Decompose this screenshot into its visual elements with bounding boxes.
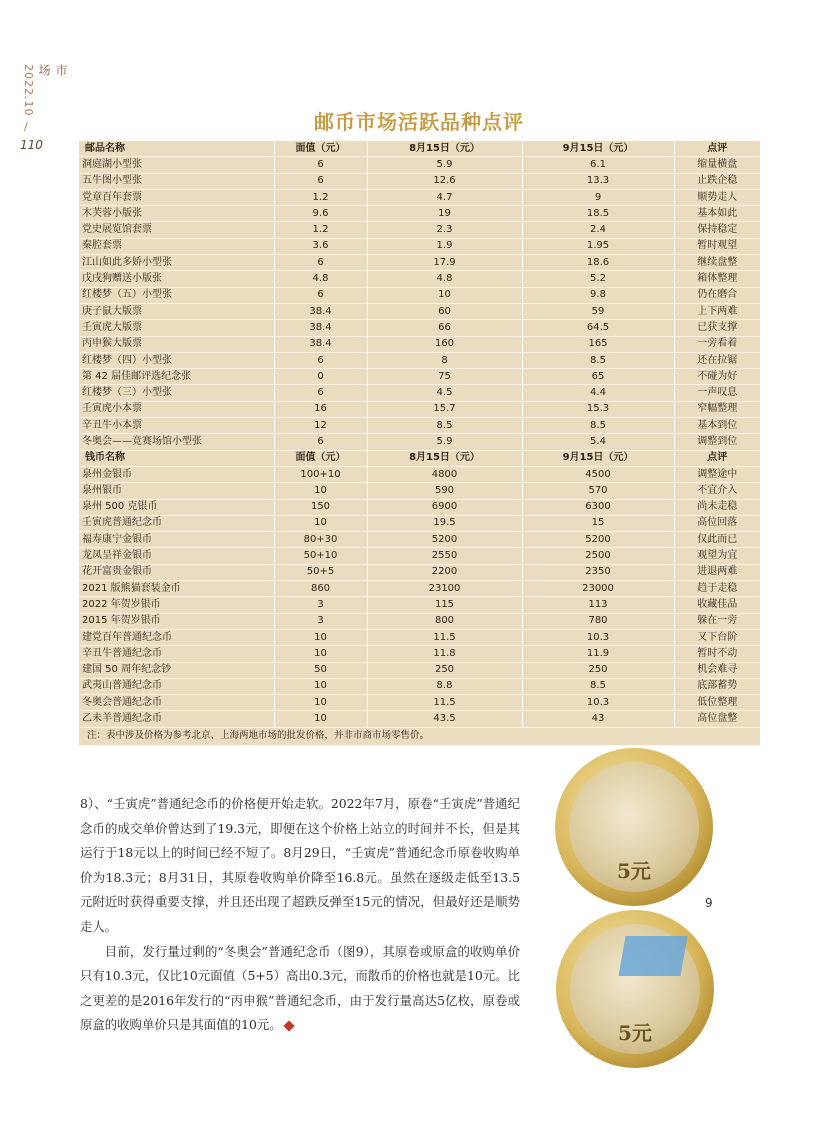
table-cell: 80+30 [274,532,367,548]
table-cell: 100+10 [274,466,367,482]
table-cell: 8.8 [367,678,522,694]
table-cell: 570 [522,483,674,499]
table-cell: 高位盘整 [674,711,760,727]
page-title: 邮币市场活跃品种点评 [314,110,524,134]
table-cell: 继续盘整 [674,255,760,271]
coin-image-bottom [556,910,714,1068]
table-cell: 8.5 [367,418,522,434]
table-cell: 50+5 [274,564,367,580]
paragraph-1: 8）、“壬寅虎”普通纪念币的价格便开始走软。2022年7月，原卷“壬寅虎”普通纪念币的成交单价曾达到了19.3元，即便在这个价格上站立的时间并不长，但是其运行于18元以上的时间已经不短了。8月29日，“壬寅虎”普通纪念币原卷收购单价为18.3元；8月31日，其原卷收购单价降至16.8元。虽然在逐级走低至13.5元附近时获得重要支撑，并且还出现了超跌反弹至15元的情况，但最好还是顺势走人。 [80,796,520,934]
table-cell: 戊戌狗赠送小版张 [79,271,274,287]
table-cell: 趋于走稳 [674,581,760,597]
table-cell: 福寿康宁金银币 [79,532,274,548]
table-cell: 冬奥会普通纪念币 [79,695,274,711]
table-cell: 13.3 [522,173,674,189]
table-cell: 党章百年套票 [79,189,274,205]
table-cell: 1.2 [274,222,367,238]
table-cell: 建国 50 周年纪念钞 [79,662,274,678]
table-cell: 4.4 [522,385,674,401]
table-cell: 5.9 [367,157,522,173]
table-cell: 调整到位 [674,434,760,450]
table-cell: 2550 [367,548,522,564]
table-cell: 箱体整理 [674,271,760,287]
table-cell: 不碰为好 [674,369,760,385]
table-cell: 点评 [674,450,760,466]
table-cell: 基本如此 [674,206,760,222]
table-cell: 250 [522,662,674,678]
table-cell: 钱币名称 [79,450,274,466]
table-cell: 尚未走稳 [674,499,760,515]
table-cell: 面值（元） [274,450,367,466]
table-row [79,369,760,385]
table-cell: 10 [274,629,367,645]
table-cell: 洞庭湖小型张 [79,157,274,173]
table-row [79,255,760,271]
table-cell: 缩量横盘 [674,157,760,173]
table-cell: 18.6 [522,255,674,271]
table-cell: 乙未羊普通纪念币 [79,711,274,727]
table-cell: 860 [274,581,367,597]
table-cell: 丙申猴大版票 [79,336,274,352]
table-note: 注：表中涉及价格为参考北京、上海两地市场的批发价格，并非市商市场零售价。 [79,727,760,745]
table-cell: 5200 [522,532,674,548]
table-cell: 6 [274,173,367,189]
table-cell: 6 [274,255,367,271]
table-cell: 红楼梦（五）小型张 [79,287,274,303]
table-cell: 43.5 [367,711,522,727]
table-cell: 6 [274,385,367,401]
table-row [79,581,760,597]
table-cell: 江山如此多娇小型张 [79,255,274,271]
issue-date: 2022.10 [22,64,35,117]
stamps-header-row [79,141,760,157]
table-cell: 第 42 届佳邮评选纪念张 [79,369,274,385]
table-cell: 113 [522,597,674,613]
table-cell: 上下两难 [674,303,760,319]
table-cell: 15 [522,515,674,531]
table-cell: 泉州金银币 [79,466,274,482]
table-cell: 66 [367,320,522,336]
table-cell: 1.95 [522,238,674,254]
table-cell: 1.9 [367,238,522,254]
table-row [79,597,760,613]
table-cell: 64.5 [522,320,674,336]
table-cell: 23000 [522,581,674,597]
table-row [79,515,760,531]
table-row [79,711,760,727]
table-cell: 一旁看着 [674,336,760,352]
table-cell: 冬奥会——竞赛场馆小型张 [79,434,274,450]
table-cell: 2200 [367,564,522,580]
table-cell: 2015 年贺岁银币 [79,613,274,629]
table-cell: 0 [274,369,367,385]
table-cell: 19 [367,206,522,222]
table-cell: 面值（元） [274,141,367,157]
table-cell: 邮品名称 [79,141,274,157]
coin-image-top [555,748,713,906]
table-cell: 党史展览馆套票 [79,222,274,238]
table-cell: 6900 [367,499,522,515]
paragraph-2-text: 目前，发行量过剩的“冬奥会”普通纪念币（图9），其原卷或原盒的收购单价只有10.3元，仅比10元面值（5+5）高出0.3元，而散币的价格也就是10元。比之更差的是2016年发行的“丙申猴”普通纪念币，由于发行量高达5亿枚，原卷或原盒的收购单价只是其面值的10元。 [80,943,520,1033]
table-row [79,336,760,352]
table-cell: 8.5 [522,678,674,694]
table-cell: 65 [522,369,674,385]
table-note-row [79,727,760,745]
table-row [79,466,760,482]
table-cell: 8 [367,352,522,368]
table-cell: 止跌企稳 [674,173,760,189]
table-cell: 低位整理 [674,695,760,711]
table-cell: 机会难寻 [674,662,760,678]
table-row [79,157,760,173]
table-cell: 6 [274,157,367,173]
table-cell: 10 [274,646,367,662]
table-cell: 165 [522,336,674,352]
page-number: 110 [20,138,43,152]
table-cell: 590 [367,483,522,499]
table-cell: 5.9 [367,434,522,450]
table-cell: 红楼梦（三）小型张 [79,385,274,401]
table-row [79,222,760,238]
table-cell: 11.5 [367,695,522,711]
table-row [79,173,760,189]
table-cell: 2350 [522,564,674,580]
table-row [79,548,760,564]
table-cell: 泉州 500 克银币 [79,499,274,515]
table-cell: 辛丑牛普通纪念币 [79,646,274,662]
table-cell: 10 [274,711,367,727]
table-row [79,352,760,368]
table-cell: 进退两难 [674,564,760,580]
table-cell: 壬寅虎普通纪念币 [79,515,274,531]
table-cell: 躲在一旁 [674,613,760,629]
table-row [79,189,760,205]
table-row [79,662,760,678]
table-cell: 观望为宜 [674,548,760,564]
table-cell: 38.4 [274,303,367,319]
table-cell: 11.5 [367,629,522,645]
table-cell: 9月15日（元） [522,141,674,157]
table-cell: 五牛图小型张 [79,173,274,189]
table-cell: 还在拉锯 [674,352,760,368]
table-cell: 高位回落 [674,515,760,531]
table-cell: 10 [367,287,522,303]
table-cell: 38.4 [274,336,367,352]
table-cell: 3 [274,613,367,629]
table-cell: 10 [274,678,367,694]
table-cell: 壬寅虎大版票 [79,320,274,336]
table-cell: 4.5 [367,385,522,401]
market-table [79,141,760,746]
table-cell: 6 [274,287,367,303]
table-row [79,206,760,222]
table-cell: 4.7 [367,189,522,205]
table-row [79,564,760,580]
table-cell: 12 [274,418,367,434]
table-cell: 4500 [522,466,674,482]
end-mark-icon [283,1020,294,1031]
table-cell: 8.5 [522,418,674,434]
table-cell: 红楼梦（四）小型张 [79,352,274,368]
table-cell: 4800 [367,466,522,482]
table-cell: 23100 [367,581,522,597]
table-cell: 3 [274,597,367,613]
table-cell: 底部蓄势 [674,678,760,694]
table-cell: 800 [367,613,522,629]
table-cell: 2500 [522,548,674,564]
table-cell: 6 [274,352,367,368]
section-label: 市场 [37,64,68,78]
table-cell: 50+10 [274,548,367,564]
figure-label: 9 [705,896,713,910]
table-row [79,483,760,499]
table-row [79,401,760,417]
coin-value: 5元 [617,859,651,883]
table-cell: 6300 [522,499,674,515]
table-cell: 又下台阶 [674,629,760,645]
table-cell: 75 [367,369,522,385]
table-cell: 暂时观望 [674,238,760,254]
table-cell: 仅此而已 [674,532,760,548]
table-cell: 一声叹息 [674,385,760,401]
table-cell: 建党百年普通纪念币 [79,629,274,645]
table-cell: 顺势走人 [674,189,760,205]
table-cell: 5.4 [522,434,674,450]
table-row [79,646,760,662]
table-cell: 武夷山普通纪念币 [79,678,274,694]
table-cell: 6.1 [522,157,674,173]
table-cell: 10 [274,695,367,711]
table-cell: 160 [367,336,522,352]
table-cell: 辛丑牛小本票 [79,418,274,434]
table-cell: 1.2 [274,189,367,205]
table-cell: 2021 版熊猫套装金币 [79,581,274,597]
coin-color-panel [618,936,687,976]
table-cell: 花开富贵金银币 [79,564,274,580]
table-row [79,629,760,645]
table-row [79,695,760,711]
table-cell: 15.3 [522,401,674,417]
table-cell: 59 [522,303,674,319]
table-cell: 50 [274,662,367,678]
table-cell: 16 [274,401,367,417]
table-cell: 2.3 [367,222,522,238]
table-row [79,238,760,254]
table-cell: 9 [522,189,674,205]
table-cell: 10.3 [522,629,674,645]
table-cell: 仍在磨合 [674,287,760,303]
table-cell: 150 [274,499,367,515]
coin-value: 5元 [618,1021,652,1045]
table-cell: 保持稳定 [674,222,760,238]
table-cell: 壬寅虎小本票 [79,401,274,417]
sidebar-slash: / [24,120,28,133]
table-cell: 点评 [674,141,760,157]
table-cell: 木芙蓉小版张 [79,206,274,222]
table-cell: 基本到位 [674,418,760,434]
table-row [79,271,760,287]
table-cell: 12.6 [367,173,522,189]
table-cell: 9月15日（元） [522,450,674,466]
article-body [80,792,520,1038]
table-cell: 9.6 [274,206,367,222]
table-cell: 60 [367,303,522,319]
table-cell: 9.8 [522,287,674,303]
table-cell: 暂时不动 [674,646,760,662]
table-row [79,532,760,548]
table-row [79,303,760,319]
table-cell: 龙凤呈祥金银币 [79,548,274,564]
coins-header-row [79,450,760,466]
table-cell: 10 [274,515,367,531]
table-cell: 19.5 [367,515,522,531]
table-cell: 6 [274,434,367,450]
table-cell: 780 [522,613,674,629]
table-cell: 8.5 [522,352,674,368]
table-cell: 8月15日（元） [367,450,522,466]
table-cell: 已获支撑 [674,320,760,336]
table-cell: 秦腔套票 [79,238,274,254]
table-row [79,385,760,401]
table-cell: 3.6 [274,238,367,254]
table-cell: 泉州银币 [79,483,274,499]
table-cell: 17.9 [367,255,522,271]
table-cell: 4.8 [367,271,522,287]
table-row [79,613,760,629]
table-cell: 10.3 [522,695,674,711]
table-cell: 调整途中 [674,466,760,482]
table-row [79,320,760,336]
table-cell: 2.4 [522,222,674,238]
table-cell: 43 [522,711,674,727]
table-cell: 窄幅整理 [674,401,760,417]
table-cell: 5200 [367,532,522,548]
table-cell: 11.9 [522,646,674,662]
table-row [79,434,760,450]
table-cell: 不宜介入 [674,483,760,499]
table-cell: 庚子鼠大版票 [79,303,274,319]
table-row [79,678,760,694]
table-cell: 38.4 [274,320,367,336]
table-cell: 15.7 [367,401,522,417]
table-cell: 11.8 [367,646,522,662]
table-cell: 2022 年贺岁银币 [79,597,274,613]
table-cell: 8月15日（元） [367,141,522,157]
table-cell: 4.8 [274,271,367,287]
table-row [79,499,760,515]
table-cell: 收藏佳品 [674,597,760,613]
table-cell: 18.5 [522,206,674,222]
table-cell: 115 [367,597,522,613]
table-cell: 10 [274,483,367,499]
table-row [79,287,760,303]
paragraph-2 [80,940,520,1038]
table-row [79,418,760,434]
table-cell: 5.2 [522,271,674,287]
table-cell: 250 [367,662,522,678]
